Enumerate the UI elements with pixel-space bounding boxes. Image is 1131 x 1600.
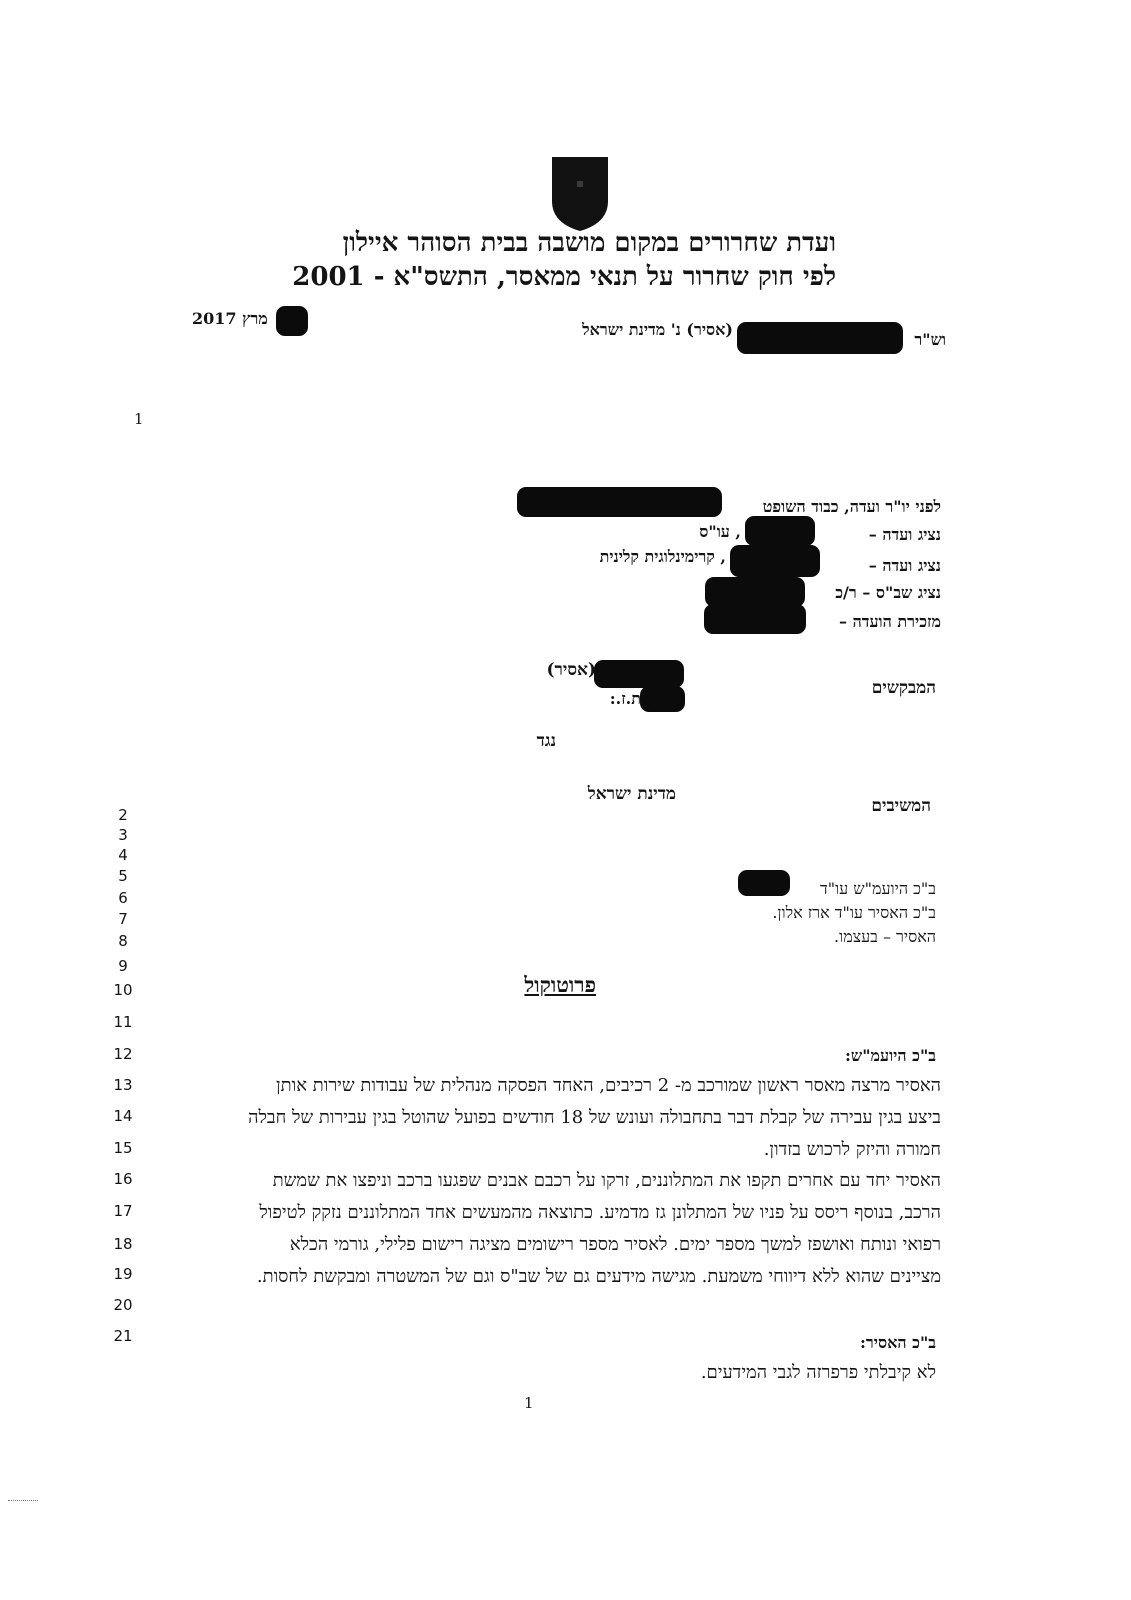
line-number: 11	[113, 1013, 133, 1031]
title-line-1: ועדת שחרורים במקום מושבה בבית הסוהר איילון	[342, 228, 836, 258]
applicants-label: המבקשים	[871, 678, 936, 698]
line-number: 3	[118, 826, 128, 844]
respondent-name: מדינת ישראל	[587, 784, 676, 804]
line-number: 10	[113, 981, 133, 999]
id-label: ת.ז.:	[609, 689, 641, 708]
line-number: 16	[113, 1170, 133, 1188]
redaction	[704, 604, 806, 634]
speaker-defense: ב"כ האסיר:	[860, 1333, 936, 1352]
speaker-prosecution: ב"כ היועמ"ש:	[844, 1046, 936, 1065]
case-suffix: (אסיר) נ' מדינת ישראל	[582, 320, 733, 339]
defense-statement: לא קיבלתי פרפרזה לגבי המידעים.	[700, 1362, 936, 1383]
line-number: 9	[118, 957, 128, 975]
page-number: 1	[524, 1394, 534, 1412]
line-number: 14	[113, 1107, 133, 1125]
scan-mark	[8, 1500, 38, 1501]
panel-member-2-title: , קרימינלוגית קלינית	[599, 547, 726, 566]
case-prefix: וש"ר	[914, 330, 946, 349]
panel-secretary: מזכירת הועדה –	[839, 612, 941, 631]
body-line: מציינים שהוא ללא דיווחי משמעת. מגישה מידעים גם של שב"ס וגם של המשטרה ומבקשת לחסות.	[256, 1266, 941, 1287]
redaction	[730, 545, 820, 577]
panel-chair: לפני יו"ר ועדה, כבוד השופט	[762, 497, 941, 516]
body-line: רפואי ונותח ואושפז למשך מספר ימים. לאסיר מספר רישומים מציגה רישום פלילי, גורמי הכלא	[289, 1234, 941, 1255]
line-number: 21	[113, 1327, 133, 1345]
line-number: 20	[113, 1296, 133, 1314]
line-number: 5	[118, 867, 128, 885]
redaction	[640, 686, 685, 712]
redaction	[705, 577, 805, 607]
line-number: 18	[113, 1235, 133, 1253]
state-emblem-icon	[550, 153, 610, 233]
line-number: 6	[118, 889, 128, 907]
line-number: 17	[113, 1202, 133, 1220]
attendance-line-1: ב"כ היועמ"ש עו"ד	[820, 879, 936, 898]
protocol-heading: פרוטוקול	[524, 972, 596, 997]
redaction	[276, 306, 308, 336]
line-number: 12	[113, 1045, 133, 1063]
redaction	[594, 660, 684, 688]
prisoner-tag: (אסיר)	[546, 660, 596, 680]
redaction	[738, 870, 790, 896]
line-number: 15	[113, 1139, 133, 1157]
body-line: ביצע בגין עבירה של קבלת דבר בתחבולה ועונש של 18 חודשים בפועל שהוטל בגין עבירות של חבלה	[248, 1107, 941, 1128]
attendance-line-3: האסיר – בעצמו.	[834, 927, 936, 946]
body-line: האסיר יחד עם אחרים תקפו את המתלוננים, זרקו על רכבם אבנים שפגעו ברכב וניפצו את שמשת	[272, 1170, 941, 1191]
redaction	[737, 322, 903, 354]
line-number: 2	[118, 806, 128, 824]
date: מרץ 2017	[192, 309, 268, 328]
body-line: הרכב, בנוסף ריסס על פניו של המתלונן גז מדמיע. כתוצאה מהמעשים אחד המתלוננים נזקק לטיפול	[259, 1202, 941, 1223]
panel-member-1-title: , עו"ס	[699, 522, 741, 541]
line-number: 13	[113, 1076, 133, 1094]
panel-member-2-role: נציג ועדה –	[868, 556, 941, 575]
redaction	[517, 487, 722, 517]
attendance-line-2: ב"כ האסיר עו"ד ארז אלון.	[772, 903, 936, 922]
line-number: 19	[113, 1265, 133, 1283]
body-line: האסיר מרצה מאסר ראשון שמורכב מ- 2 רכיבים, האחד הפסקה מנהלית של עבודות שירות אותן	[276, 1075, 941, 1096]
body-line: חמורה והיזק לרכוש בזדון.	[763, 1139, 941, 1160]
line-number: 4	[118, 846, 128, 864]
title-line-2: לפי חוק שחרור על תנאי ממאסר, התשס"א - 2001	[292, 262, 836, 292]
line-number: 7	[118, 910, 128, 928]
panel-member-1-role: נציג ועדה –	[868, 525, 941, 544]
panel-ips-rep: נציג שב"ס – ר/כ	[835, 583, 941, 602]
redaction	[745, 516, 815, 546]
page-marker: 1	[134, 410, 144, 428]
line-number: 8	[118, 932, 128, 950]
respondents-label: המשיבים	[871, 796, 931, 816]
versus: נגד	[536, 731, 556, 751]
